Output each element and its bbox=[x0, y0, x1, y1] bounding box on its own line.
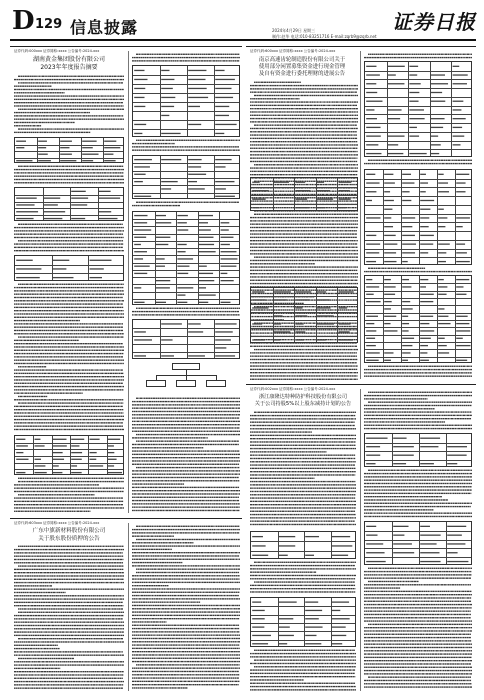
table-cell-text bbox=[365, 62, 473, 158]
body-text-block bbox=[14, 545, 124, 691]
data-table bbox=[14, 435, 124, 475]
data-table bbox=[250, 287, 358, 343]
body-text-block bbox=[250, 561, 356, 595]
data-table bbox=[132, 65, 240, 137]
diagram-node bbox=[206, 380, 226, 387]
table-cell-text bbox=[15, 436, 125, 476]
article-title-line: 使用部分闲置募集资金进行现金管理 bbox=[258, 64, 346, 70]
data-table bbox=[364, 433, 472, 467]
section-title: 信息披露 bbox=[70, 18, 139, 37]
column-divider bbox=[128, 51, 129, 513]
column-divider bbox=[360, 389, 361, 691]
body-text-block bbox=[364, 159, 472, 167]
table-cell-text bbox=[251, 178, 359, 212]
data-table bbox=[132, 319, 240, 359]
editor-contact: 制作:赵华 电话:010-83251716 E-mail:zqrb9@zqrb.net bbox=[272, 34, 377, 39]
data-table bbox=[14, 187, 124, 221]
data-table bbox=[364, 275, 472, 363]
body-text-block bbox=[14, 283, 124, 433]
table-cell-text bbox=[133, 156, 241, 200]
announcement-article bbox=[10, 518, 242, 694]
data-table bbox=[132, 211, 240, 305]
body-text-block bbox=[132, 139, 240, 153]
body-text-block bbox=[364, 365, 472, 379]
table-cell-text bbox=[133, 66, 241, 138]
data-table bbox=[250, 597, 356, 647]
header-rule bbox=[10, 39, 476, 41]
stock-code-line: 证券代码:603xxx 证券简称:xxxx 公告编号:2024-xxx bbox=[14, 521, 100, 525]
stock-code-line: 证券代码:600xxx 证券简称:xxxx 公告编号:2024-xxx bbox=[250, 49, 336, 53]
diagram-node bbox=[146, 380, 166, 387]
body-text-block bbox=[364, 391, 472, 431]
page-header bbox=[10, 6, 476, 38]
body-text-block bbox=[14, 223, 124, 253]
column-divider bbox=[360, 51, 361, 379]
table-cell-text bbox=[365, 434, 473, 468]
announcement-article bbox=[246, 384, 476, 694]
announcement-article bbox=[10, 46, 242, 516]
data-table bbox=[250, 177, 358, 211]
table-cell-text bbox=[365, 170, 473, 266]
article-title bbox=[10, 56, 128, 72]
article-title-line: 2023年年度报告摘要 bbox=[40, 64, 98, 71]
diagram-node bbox=[176, 380, 196, 387]
body-text-block bbox=[132, 397, 240, 513]
body-text-block bbox=[14, 75, 124, 135]
body-text-block bbox=[132, 53, 240, 63]
body-text-block bbox=[364, 53, 472, 59]
column-divider bbox=[128, 523, 129, 691]
body-text-block bbox=[364, 469, 472, 519]
body-text-block bbox=[250, 649, 356, 691]
article-title bbox=[246, 394, 360, 408]
body-text-block bbox=[132, 201, 240, 209]
stock-code-line: 证券代码:000xxx 证券简称:xxxx 公告编号:2024-xxx bbox=[14, 49, 100, 53]
data-table bbox=[364, 169, 472, 265]
article-title-line: 浙江康隆达特种防护科技股份有限公司 bbox=[258, 394, 348, 400]
body-text-block bbox=[364, 567, 472, 691]
table-cell-text bbox=[133, 320, 241, 360]
table-cell-text bbox=[15, 138, 125, 164]
article-title-line: 南京高速齿轮制造股份有限公司关于 bbox=[258, 57, 346, 63]
data-table bbox=[364, 521, 472, 565]
table-cell-text bbox=[251, 598, 357, 648]
body-text-block bbox=[132, 525, 240, 691]
section-logo-letter: D bbox=[12, 6, 35, 36]
diagram-node bbox=[172, 363, 200, 370]
table-cell-text bbox=[251, 532, 357, 560]
table-cell-text bbox=[15, 188, 125, 222]
equity-structure-diagram bbox=[142, 363, 230, 393]
data-table bbox=[364, 61, 472, 157]
page-number: 129 bbox=[35, 17, 63, 32]
article-title bbox=[246, 57, 358, 78]
data-table bbox=[14, 255, 124, 281]
table-cell-text bbox=[365, 276, 473, 364]
article-title-line: 关于公司持股5%以上股东减持计划的公告 bbox=[254, 401, 352, 407]
table-cell-text bbox=[133, 212, 241, 306]
body-text-block bbox=[132, 307, 240, 317]
body-text-block bbox=[14, 165, 124, 185]
body-text-block bbox=[250, 411, 356, 527]
body-text-block bbox=[364, 267, 472, 273]
article-title-line: 关于股东股份质押的公告 bbox=[38, 535, 100, 542]
data-table bbox=[132, 155, 240, 199]
article-title-line: 广东中旗新材料股份有限公司 bbox=[32, 528, 106, 534]
stock-code-line: 证券代码:002xxx 证券简称:xxxx 公告编号:2024-xxx bbox=[250, 387, 336, 391]
data-table bbox=[14, 137, 124, 163]
newspaper-masthead: 证券日报 bbox=[392, 10, 476, 34]
article-title-line: 湖南黄金集团股份有限公司 bbox=[32, 56, 105, 63]
issue-date: 2024年4月29日 星期三 bbox=[272, 28, 316, 33]
announcement-article bbox=[246, 46, 476, 382]
table-cell-text bbox=[365, 522, 473, 566]
article-title-line: 及自有资金进行委托理财的进展公告 bbox=[258, 71, 346, 77]
body-text-block bbox=[14, 477, 124, 513]
data-table bbox=[250, 531, 356, 559]
table-cell-text bbox=[15, 256, 125, 282]
table-cell-text bbox=[251, 288, 359, 344]
article-title bbox=[10, 528, 128, 543]
